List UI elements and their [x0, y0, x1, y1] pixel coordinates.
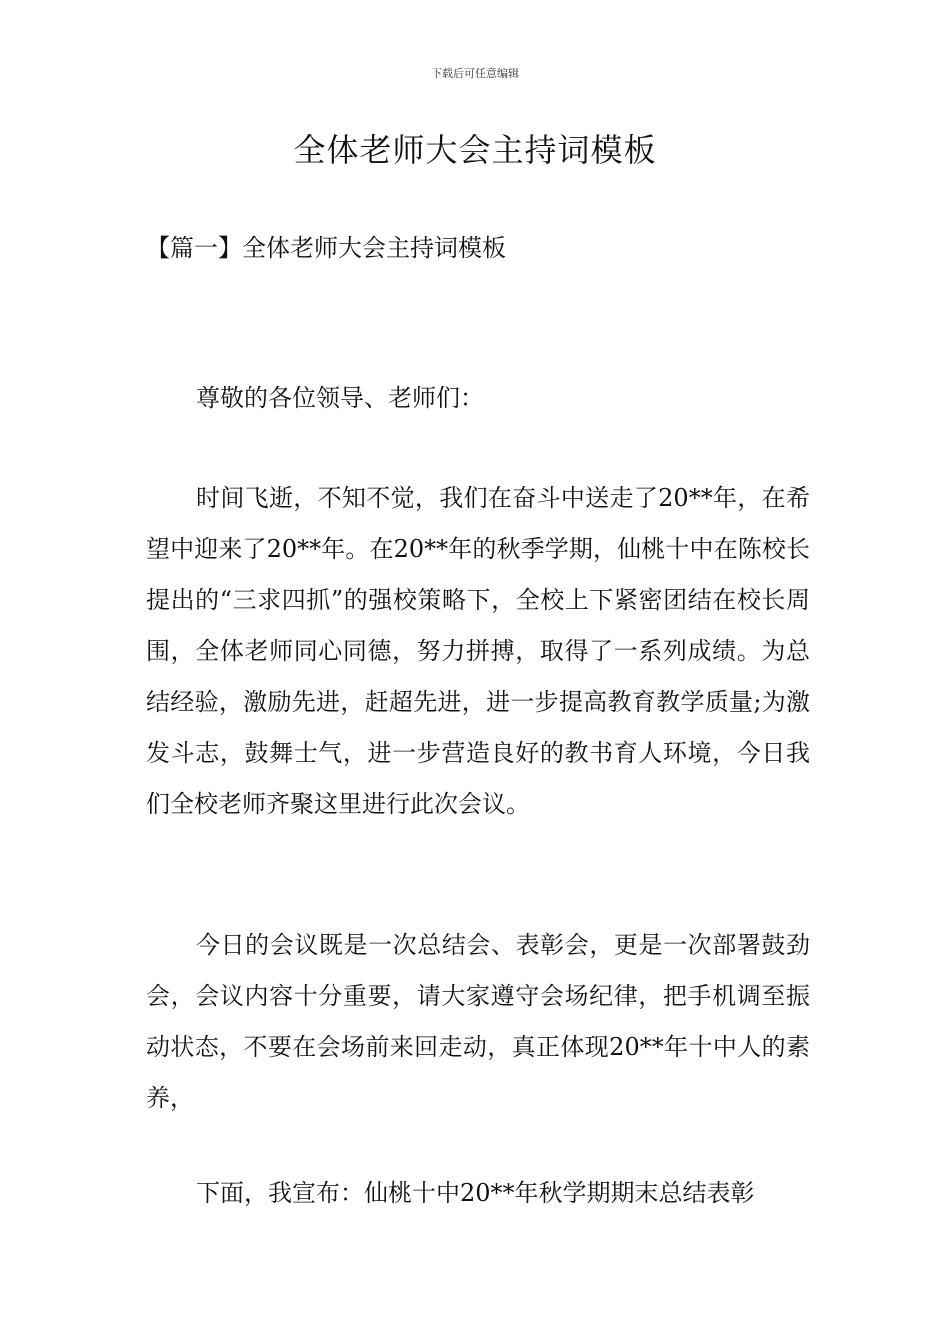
header-note: 下载后可任意编辑 — [431, 67, 519, 80]
body-paragraph: 下面，我宣布：仙桃十中20**年秋学期期末总结表彰 — [196, 1179, 755, 1207]
greeting-paragraph: 尊敬的各位领导、老师们： — [196, 384, 484, 412]
section-heading: 【篇一】全体老师大会主持词模板 — [146, 234, 506, 262]
document-title: 全体老师大会主持词模板 — [293, 131, 657, 169]
body-paragraph: 今日的会议既是一次总结会、表彰会，更是一次部署鼓劲会，会议内容十分重要，请大家遵守会场纪律，把手机调至振动状态，不要在会场前来回走动，真正体现20**年十中人的素养， — [146, 931, 810, 1112]
body-paragraph: 时间飞逝，不知不觉，我们在奋斗中送走了20**年，在希望中迎来了20**年。在20**年的秋季学期，仙桃十中在陈校长提出的“三求四抓”的强校策略下，全校上下紧密团结在校长周围，全体老师同心同德，努力拼搏，取得了一系列成绩。为总结经验，激励先进，赶超先进，进一步提高教育教学质量;为激发斗志，鼓舞士气，进一步营造良好的教书育人环境，今日我们全校老师齐聚这里进行此次会议。 — [146, 484, 810, 818]
